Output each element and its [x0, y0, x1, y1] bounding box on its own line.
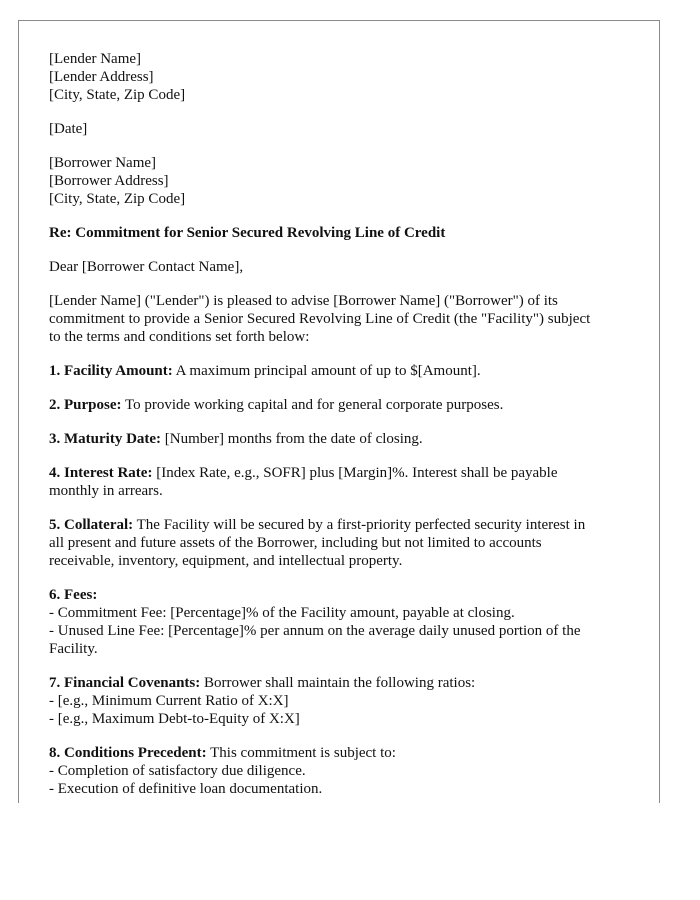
section-maturity-date [49, 430, 639, 448]
salutation: Dear [Borrower Contact Name], [49, 259, 244, 275]
lender-block [49, 50, 639, 104]
intro-line: commitment to provide a Senior Secured Revolving Line of Credit (the "Facility") subject [49, 311, 591, 327]
section-text: [Index Rate, e.g., SOFR] plus [Margin]%. Interest shall be payable [152, 465, 558, 481]
section-text: To provide working capital and for general corporate purposes. [121, 397, 504, 413]
section-heading: 1. Facility Amount: [49, 363, 173, 379]
section-heading: 3. Maturity Date: [49, 431, 162, 447]
section-facility-amount [49, 362, 639, 380]
section-financial-covenants [49, 674, 639, 728]
fee-item: - Commitment Fee: [Percentage]% of the Facility amount, payable at closing. [49, 605, 515, 621]
subject-line: Re: Commitment for Senior Secured Revolving Line of Credit [49, 225, 446, 241]
section-heading: 5. Collateral: [49, 517, 134, 533]
intro-line: to the terms and conditions set forth below: [49, 329, 310, 345]
condition-item: - Execution of definitive loan documentation. [49, 781, 323, 797]
section-purpose [49, 396, 639, 414]
section-heading: 6. Fees: [49, 587, 98, 603]
section-heading: 7. Financial Covenants: [49, 675, 201, 691]
section-heading: 8. Conditions Precedent: [49, 745, 207, 761]
section-text: all present and future assets of the Borrower, including but not limited to accounts [49, 535, 542, 551]
section-heading: 4. Interest Rate: [49, 465, 153, 481]
section-fees [49, 586, 639, 658]
fee-item: Facility. [49, 641, 98, 657]
section-collateral [49, 516, 639, 570]
section-text: monthly in arrears. [49, 483, 163, 499]
section-text: Borrower shall maintain the following ratios: [200, 675, 476, 691]
lender-address: [Lender Address] [49, 69, 154, 85]
borrower-city: [City, State, Zip Code] [49, 191, 186, 207]
section-text: [Number] months from the date of closing. [161, 431, 423, 447]
borrower-block [49, 154, 639, 208]
letter-body [49, 50, 639, 798]
section-text: A maximum principal amount of up to $[Amount]. [172, 363, 481, 379]
intro-line: [Lender Name] ("Lender") is pleased to advise [Borrower Name] ("Borrower") of its [49, 293, 558, 309]
fee-item: - Unused Line Fee: [Percentage]% per annum on the average daily unused portion of the [49, 623, 581, 639]
borrower-name: [Borrower Name] [49, 155, 157, 171]
section-text: receivable, inventory, equipment, and intellectual property. [49, 553, 403, 569]
section-text: The Facility will be secured by a first-priority perfected security interest in [133, 517, 586, 533]
section-interest-rate [49, 464, 639, 500]
covenant-item: - [e.g., Maximum Debt-to-Equity of X:X] [49, 711, 300, 727]
section-heading: 2. Purpose: [49, 397, 122, 413]
lender-name: [Lender Name] [49, 51, 142, 67]
section-conditions-precedent [49, 744, 639, 798]
borrower-address: [Borrower Address] [49, 173, 169, 189]
condition-item: - Completion of satisfactory due diligence. [49, 763, 306, 779]
letter-date: [Date] [49, 121, 88, 137]
intro-paragraph [49, 292, 639, 346]
covenant-item: - [e.g., Minimum Current Ratio of X:X] [49, 693, 289, 709]
letter-page [18, 20, 660, 803]
lender-city: [City, State, Zip Code] [49, 87, 186, 103]
section-text: This commitment is subject to: [206, 745, 396, 761]
